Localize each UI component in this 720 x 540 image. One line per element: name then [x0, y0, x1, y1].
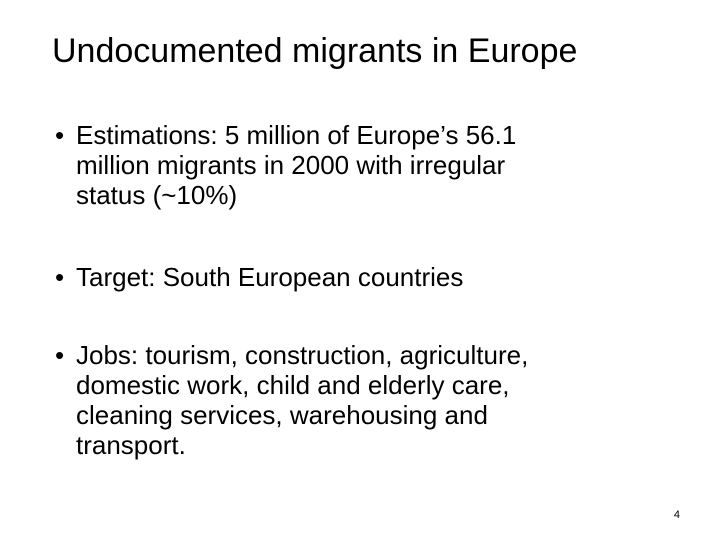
bullet-marker: • [55, 340, 65, 370]
bullet-line: domestic work, child and elderly care, [76, 370, 510, 400]
bullet-line: status (~10%) [76, 180, 238, 210]
bullet-text [76, 262, 463, 292]
bullet-item-estimations [55, 120, 655, 210]
bullet-line: Target: South European countries [76, 262, 464, 292]
slide-title: Undocumented migrants in Europe [52, 32, 578, 70]
bullet-text [76, 120, 516, 210]
page-number: 4 [673, 509, 680, 521]
bullet-line: transport. [76, 430, 186, 460]
bullet-marker: • [55, 120, 65, 150]
bullet-line: Jobs: tourism, construction, agriculture, [76, 340, 529, 370]
bullet-line: Estimations: 5 million of Europe’s 56.1 [76, 120, 517, 150]
bullet-line: cleaning services, warehousing and [76, 400, 488, 430]
bullet-text [76, 340, 528, 460]
bullet-item-target [55, 262, 655, 292]
bullet-marker: • [55, 262, 65, 292]
bullet-line: million migrants in 2000 with irregular [76, 150, 506, 180]
bullet-item-jobs [55, 340, 655, 460]
